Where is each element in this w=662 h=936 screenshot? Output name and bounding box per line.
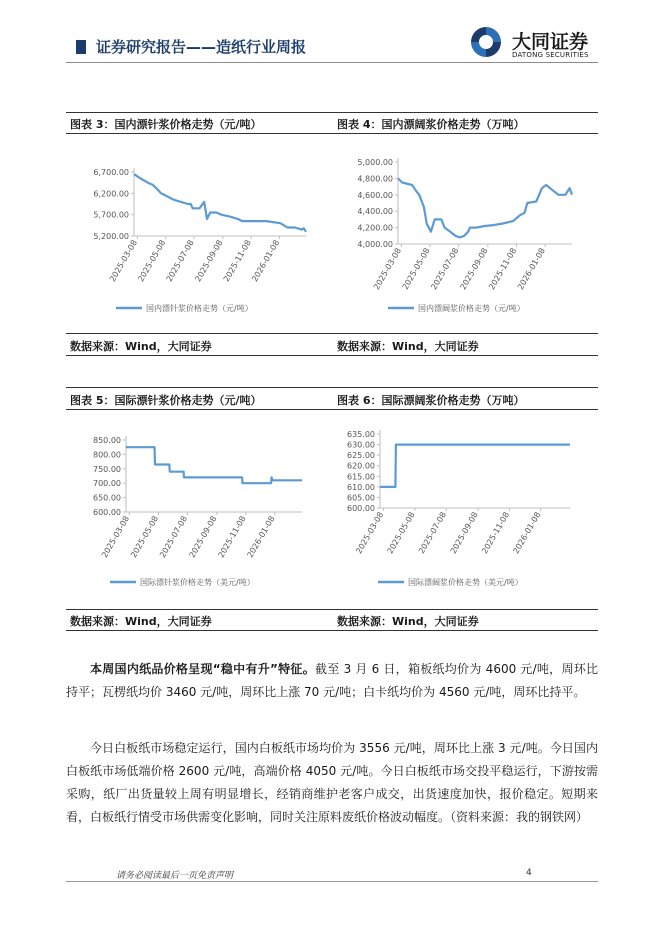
legend-label: 国际漂阔浆价格走势（美元/吨） xyxy=(408,578,523,587)
caption-rule-top-1 xyxy=(66,112,598,113)
y-tick-label: 600.00 xyxy=(347,504,375,513)
y-tick-label: 4,400.00 xyxy=(357,207,393,217)
x-tick-label: 2025-09-08 xyxy=(187,514,219,560)
y-tick-label: 5,000.00 xyxy=(357,158,393,167)
x-tick-label: 2025-11-08 xyxy=(487,246,519,292)
y-tick-label: 635.00 xyxy=(347,430,375,439)
legend-label: 国际漂针浆价格走势（美元/吨） xyxy=(140,578,255,587)
source-rule-top-1 xyxy=(66,333,598,334)
y-tick-label: 605.00 xyxy=(347,493,375,503)
chart3-source: 数据来源：Wind，大同证券 xyxy=(70,340,212,353)
series-line xyxy=(126,447,302,483)
series-line xyxy=(134,174,306,232)
y-tick-label: 620.00 xyxy=(347,461,375,471)
chart5-source: 数据来源：Wind，大同证券 xyxy=(70,615,212,628)
y-tick-label: 610.00 xyxy=(347,482,375,492)
x-tick-label: 2025-03-08 xyxy=(354,510,386,556)
x-tick-label: 2025-09-08 xyxy=(458,246,490,292)
x-tick-label: 2025-03-08 xyxy=(371,246,404,292)
x-tick-label: 2025-11-08 xyxy=(480,510,512,556)
chart4 xyxy=(334,138,598,330)
report-title: 证券研究报告——造纸行业周报 xyxy=(96,38,307,56)
x-tick-label: 2025-05-08 xyxy=(136,238,168,284)
series-line xyxy=(380,445,570,487)
source-rule-bottom-1 xyxy=(66,355,598,356)
header-divider xyxy=(66,62,598,63)
chart4-source: 数据来源：Wind，大同证券 xyxy=(337,340,479,353)
page-number: 4 xyxy=(526,868,532,878)
paragraph-1-body: 截至 3 月 6 日，箱板纸均价为 4600 元/吨，周环比持平；瓦楞纸均价 3460 元/吨，周环比上涨 70 元/吨；白卡纸均价为 4560 元/吨，周环比持平。 xyxy=(66,662,598,699)
caption-rule-bottom-1 xyxy=(66,133,598,134)
chart5-caption: 图表 5：国际漂针浆价格走势（元/吨） xyxy=(70,394,262,407)
x-tick-label: 2025-11-08 xyxy=(221,238,253,284)
disclaimer-note: 请务必阅读最后一页免责声明 xyxy=(116,871,234,881)
x-tick-label: 2025-07-08 xyxy=(416,510,448,556)
x-tick-label: 2026-01-08 xyxy=(515,246,547,292)
y-tick-label: 600.00 xyxy=(93,508,121,517)
y-tick-label: 6,700.00 xyxy=(93,168,129,177)
series-line xyxy=(398,178,572,237)
logo-text-en: DATONG SECURITIES xyxy=(512,51,589,59)
y-tick-label: 700.00 xyxy=(93,479,121,489)
chart4-caption: 图表 4：国内漂阔浆价格走势（万吨） xyxy=(337,118,525,131)
header-mark xyxy=(76,40,86,54)
footer-divider xyxy=(66,881,598,882)
caption-rule-top-2 xyxy=(66,387,598,388)
y-tick-label: 750.00 xyxy=(93,464,121,474)
paragraph-1-lead: 本周国内纸品价格呈现“稳中有升”特征。 xyxy=(90,662,315,676)
legend-label: 国内漂阔浆价格走势（元/吨） xyxy=(418,304,525,313)
datong-logo-icon xyxy=(468,24,504,60)
y-tick-label: 4,800.00 xyxy=(357,174,393,184)
chart6-caption: 图表 6：国际漂阔浆价格走势（万吨） xyxy=(337,394,525,407)
x-tick-label: 2025-05-08 xyxy=(400,246,432,292)
paragraph-2: 今日白板纸市场稳定运行，国内白板纸市场均价为 3556 元/吨，周环比上涨 3 元/吨。今日国内白板纸市场低端价格 2600 元/吨，高端价格 4050 元/吨。今日白板纸市场交投平稳运行，下游按需采购，纸厂出货量较上周有明显增长，经销商维护老客户成交，出货速度加快，报价稳定。短期来看，白板纸行情受市场供需变化影响，同时关注原料废纸价格波动幅度。（资料来源：我的钢铁网） xyxy=(66,741,598,824)
x-tick-label: 2025-09-08 xyxy=(193,238,225,284)
x-tick-label: 2025-03-08 xyxy=(107,238,139,284)
logo-text-cn: 大同证券 xyxy=(512,31,589,53)
x-tick-label: 2025-07-08 xyxy=(158,514,190,560)
chart6 xyxy=(334,412,598,604)
source-rule-top-2 xyxy=(66,609,598,610)
y-tick-label: 630.00 xyxy=(347,440,375,450)
y-tick-label: 650.00 xyxy=(93,493,121,503)
y-tick-label: 625.00 xyxy=(347,451,375,461)
y-tick-label: 5,200.00 xyxy=(93,232,129,241)
x-tick-label: 2026-01-08 xyxy=(250,238,282,284)
y-tick-label: 6,200.00 xyxy=(93,189,129,199)
x-tick-label: 2025-09-08 xyxy=(448,510,480,556)
x-tick-label: 2026-01-08 xyxy=(245,514,277,560)
y-tick-label: 850.00 xyxy=(93,436,121,445)
x-tick-label: 2026-01-08 xyxy=(511,510,543,556)
x-tick-label: 2025-07-08 xyxy=(429,246,461,292)
chart3-caption: 图表 3：国内漂针浆价格走势（元/吨） xyxy=(70,118,262,131)
y-tick-label: 5,700.00 xyxy=(93,210,129,220)
x-tick-label: 2025-05-08 xyxy=(385,510,417,556)
y-tick-label: 615.00 xyxy=(347,472,375,482)
y-tick-label: 4,600.00 xyxy=(357,190,393,200)
y-tick-label: 800.00 xyxy=(93,450,121,460)
chart5 xyxy=(66,412,326,604)
x-tick-label: 2025-11-08 xyxy=(216,514,248,560)
chart3 xyxy=(66,138,326,330)
y-tick-label: 4,200.00 xyxy=(357,223,393,233)
x-tick-label: 2025-03-08 xyxy=(100,514,132,560)
chart6-source: 数据来源：Wind，大同证券 xyxy=(337,615,479,628)
source-rule-bottom-2 xyxy=(66,630,598,631)
y-tick-label: 4,000.00 xyxy=(357,240,393,249)
caption-rule-bottom-2 xyxy=(66,409,598,410)
paragraph-1 xyxy=(66,658,598,704)
x-tick-label: 2025-05-08 xyxy=(129,514,161,560)
x-tick-label: 2025-07-08 xyxy=(164,238,196,284)
legend-label: 国内漂针浆价格走势（元/吨） xyxy=(146,304,253,313)
